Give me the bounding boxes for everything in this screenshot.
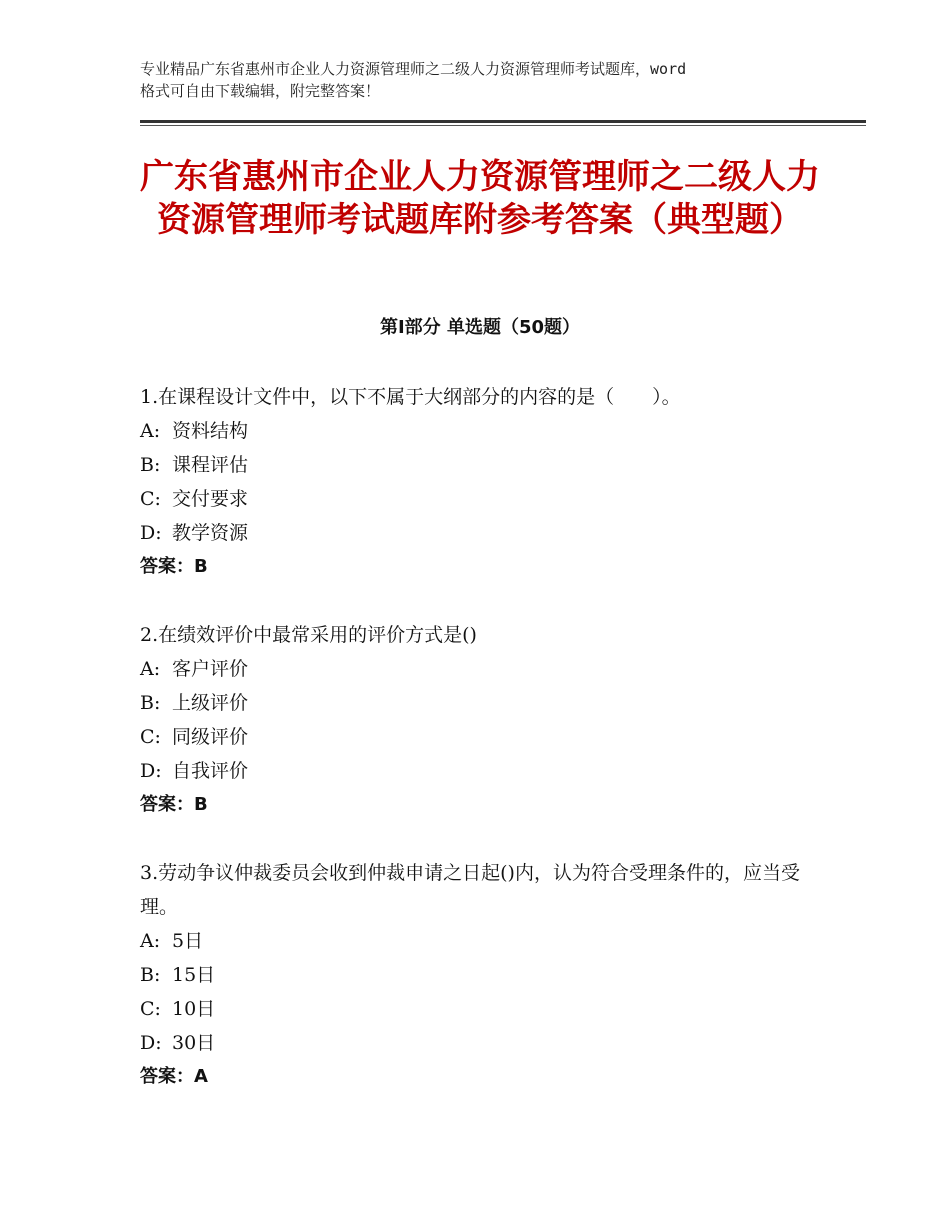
option-text: 课程评估 <box>172 454 249 476</box>
document-title: 广东省惠州市企业人力资源管理师之二级人力资源管理师考试题库附参考答案（典型题） <box>140 157 820 240</box>
option-letter: D: <box>140 1032 162 1054</box>
option-text: 自我评价 <box>172 760 249 782</box>
option-text: 5日 <box>172 930 204 952</box>
question-2 <box>140 618 810 822</box>
option-d <box>140 1026 810 1060</box>
question-stem: 2.在绩效评价中最常采用的评价方式是() <box>140 624 477 646</box>
option-letter: C: <box>140 488 161 510</box>
option-b <box>140 686 810 720</box>
header-note-line-1: 专业精品广东省惠州市企业人力资源管理师之二级人力资源管理师考试题库，word <box>140 60 687 78</box>
option-letter: C: <box>140 998 161 1020</box>
option-text: 同级评价 <box>172 726 249 748</box>
option-text: 交付要求 <box>172 488 249 510</box>
header-divider-thick <box>140 120 866 123</box>
option-letter: B: <box>140 454 161 476</box>
question-stem: 1.在课程设计文件中，以下不属于大纲部分的内容的是（ ）。 <box>140 386 681 408</box>
option-text: 15日 <box>172 964 216 986</box>
option-c <box>140 482 810 516</box>
option-text: 教学资源 <box>172 522 249 544</box>
section-title: 第Ⅰ部分 单选题（50题） <box>379 317 580 338</box>
answer-key: 答案：B <box>140 556 208 577</box>
option-c <box>140 720 810 754</box>
option-text: 客户评价 <box>172 658 249 680</box>
option-letter: D: <box>140 760 162 782</box>
header-divider-thin <box>140 125 866 126</box>
option-text: 上级评价 <box>172 692 249 714</box>
option-letter: A: <box>140 930 161 952</box>
header-note <box>140 58 830 102</box>
option-d <box>140 516 810 550</box>
question-stem: 3.劳动争议仲裁委员会收到仲裁申请之日起()内，认为符合受理条件的，应当受理。 <box>140 862 800 918</box>
option-b <box>140 958 810 992</box>
option-a <box>140 414 810 448</box>
option-text: 10日 <box>172 998 216 1020</box>
option-text: 资料结构 <box>172 420 249 442</box>
answer-key: 答案：A <box>140 1066 208 1087</box>
question-list <box>140 380 810 1128</box>
option-letter: A: <box>140 658 161 680</box>
question-3 <box>140 856 810 1094</box>
option-b <box>140 448 810 482</box>
option-letter: A: <box>140 420 161 442</box>
option-text: 30日 <box>172 1032 216 1054</box>
option-a <box>140 924 810 958</box>
answer-key: 答案：B <box>140 794 208 815</box>
question-1 <box>140 380 810 584</box>
option-letter: B: <box>140 964 161 986</box>
option-c <box>140 992 810 1026</box>
header-note-line-2: 格式可自由下载编辑，附完整答案！ <box>140 82 381 100</box>
option-d <box>140 754 810 788</box>
option-letter: D: <box>140 522 162 544</box>
option-a <box>140 652 810 686</box>
option-letter: C: <box>140 726 161 748</box>
option-letter: B: <box>140 692 161 714</box>
